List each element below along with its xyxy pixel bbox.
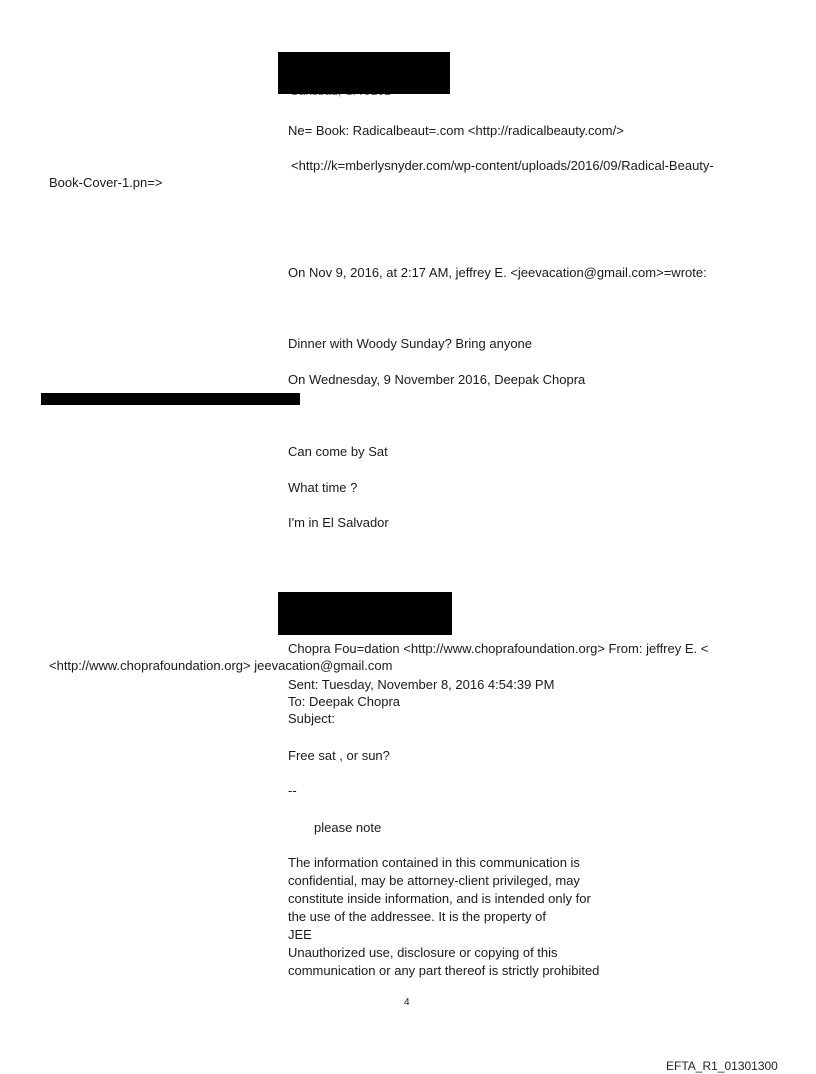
subject-line: Subject:	[288, 711, 335, 726]
quoted-deepak-line: I'm in El Salvador	[288, 515, 389, 530]
redaction-block-lower	[278, 592, 452, 635]
disclaimer-line: the use of the addressee. It is the property of	[288, 909, 546, 924]
quoted-deepak-header: On Wednesday, 9 November 2016, Deepak Chopra	[288, 372, 586, 387]
disclaimer-line: constitute inside information, and is intended only for	[288, 891, 591, 906]
disclaimer-line: The information contained in this communication is	[288, 855, 580, 870]
new-book-line: Ne= Book: Radicalbeaut=.com <http://radicalbeauty.com/>	[288, 123, 624, 138]
disclaimer-line: confidential, may be attorney-client privileged, may	[288, 873, 580, 888]
redaction-block-middle	[41, 393, 300, 405]
quoted-deepak-line: Can come by Sat	[288, 444, 388, 459]
document-id: EFTA_R1_01301300	[666, 1059, 778, 1073]
disclaimer-line: Unauthorized use, disclosure or copying of this	[288, 945, 558, 960]
disclaimer-line: JEE	[288, 927, 312, 942]
quoted-deepak-line: What time ?	[288, 480, 358, 495]
redaction-block-top	[278, 52, 450, 94]
quoted-jeffrey-body: Dinner with Woody Sunday? Bring anyone	[288, 336, 533, 351]
quoted-jeffrey-header: On Nov 9, 2016, at 2:17 AM, jeffrey E. <jeevacation@gmail.com>=wrote:	[288, 265, 707, 280]
image-link-line1: <http://k=mberlysnyder.com/wp-content/uploads/2016/09/Radical-Beauty-	[291, 158, 714, 173]
separator: --	[288, 783, 297, 798]
foundation-line: Chopra Fou=dation <http://www.choprafoundation.org> From: jeffrey E. <	[288, 641, 709, 656]
message-body: Free sat , or sun?	[288, 748, 390, 763]
foundation-line-2: <http://www.choprafoundation.org> jeevacation@gmail.com	[49, 658, 393, 673]
image-link-line2: Book-Cover-1.pn=>	[49, 175, 163, 190]
sent-line: Sent: Tuesday, November 8, 2016 4:54:39 PM	[288, 677, 555, 692]
disclaimer-line: communication or any part thereof is strictly prohibited	[288, 963, 600, 978]
please-note: please note	[314, 820, 382, 835]
to-line: To: Deepak Chopra	[288, 694, 401, 709]
page-number: 4	[404, 997, 410, 1008]
